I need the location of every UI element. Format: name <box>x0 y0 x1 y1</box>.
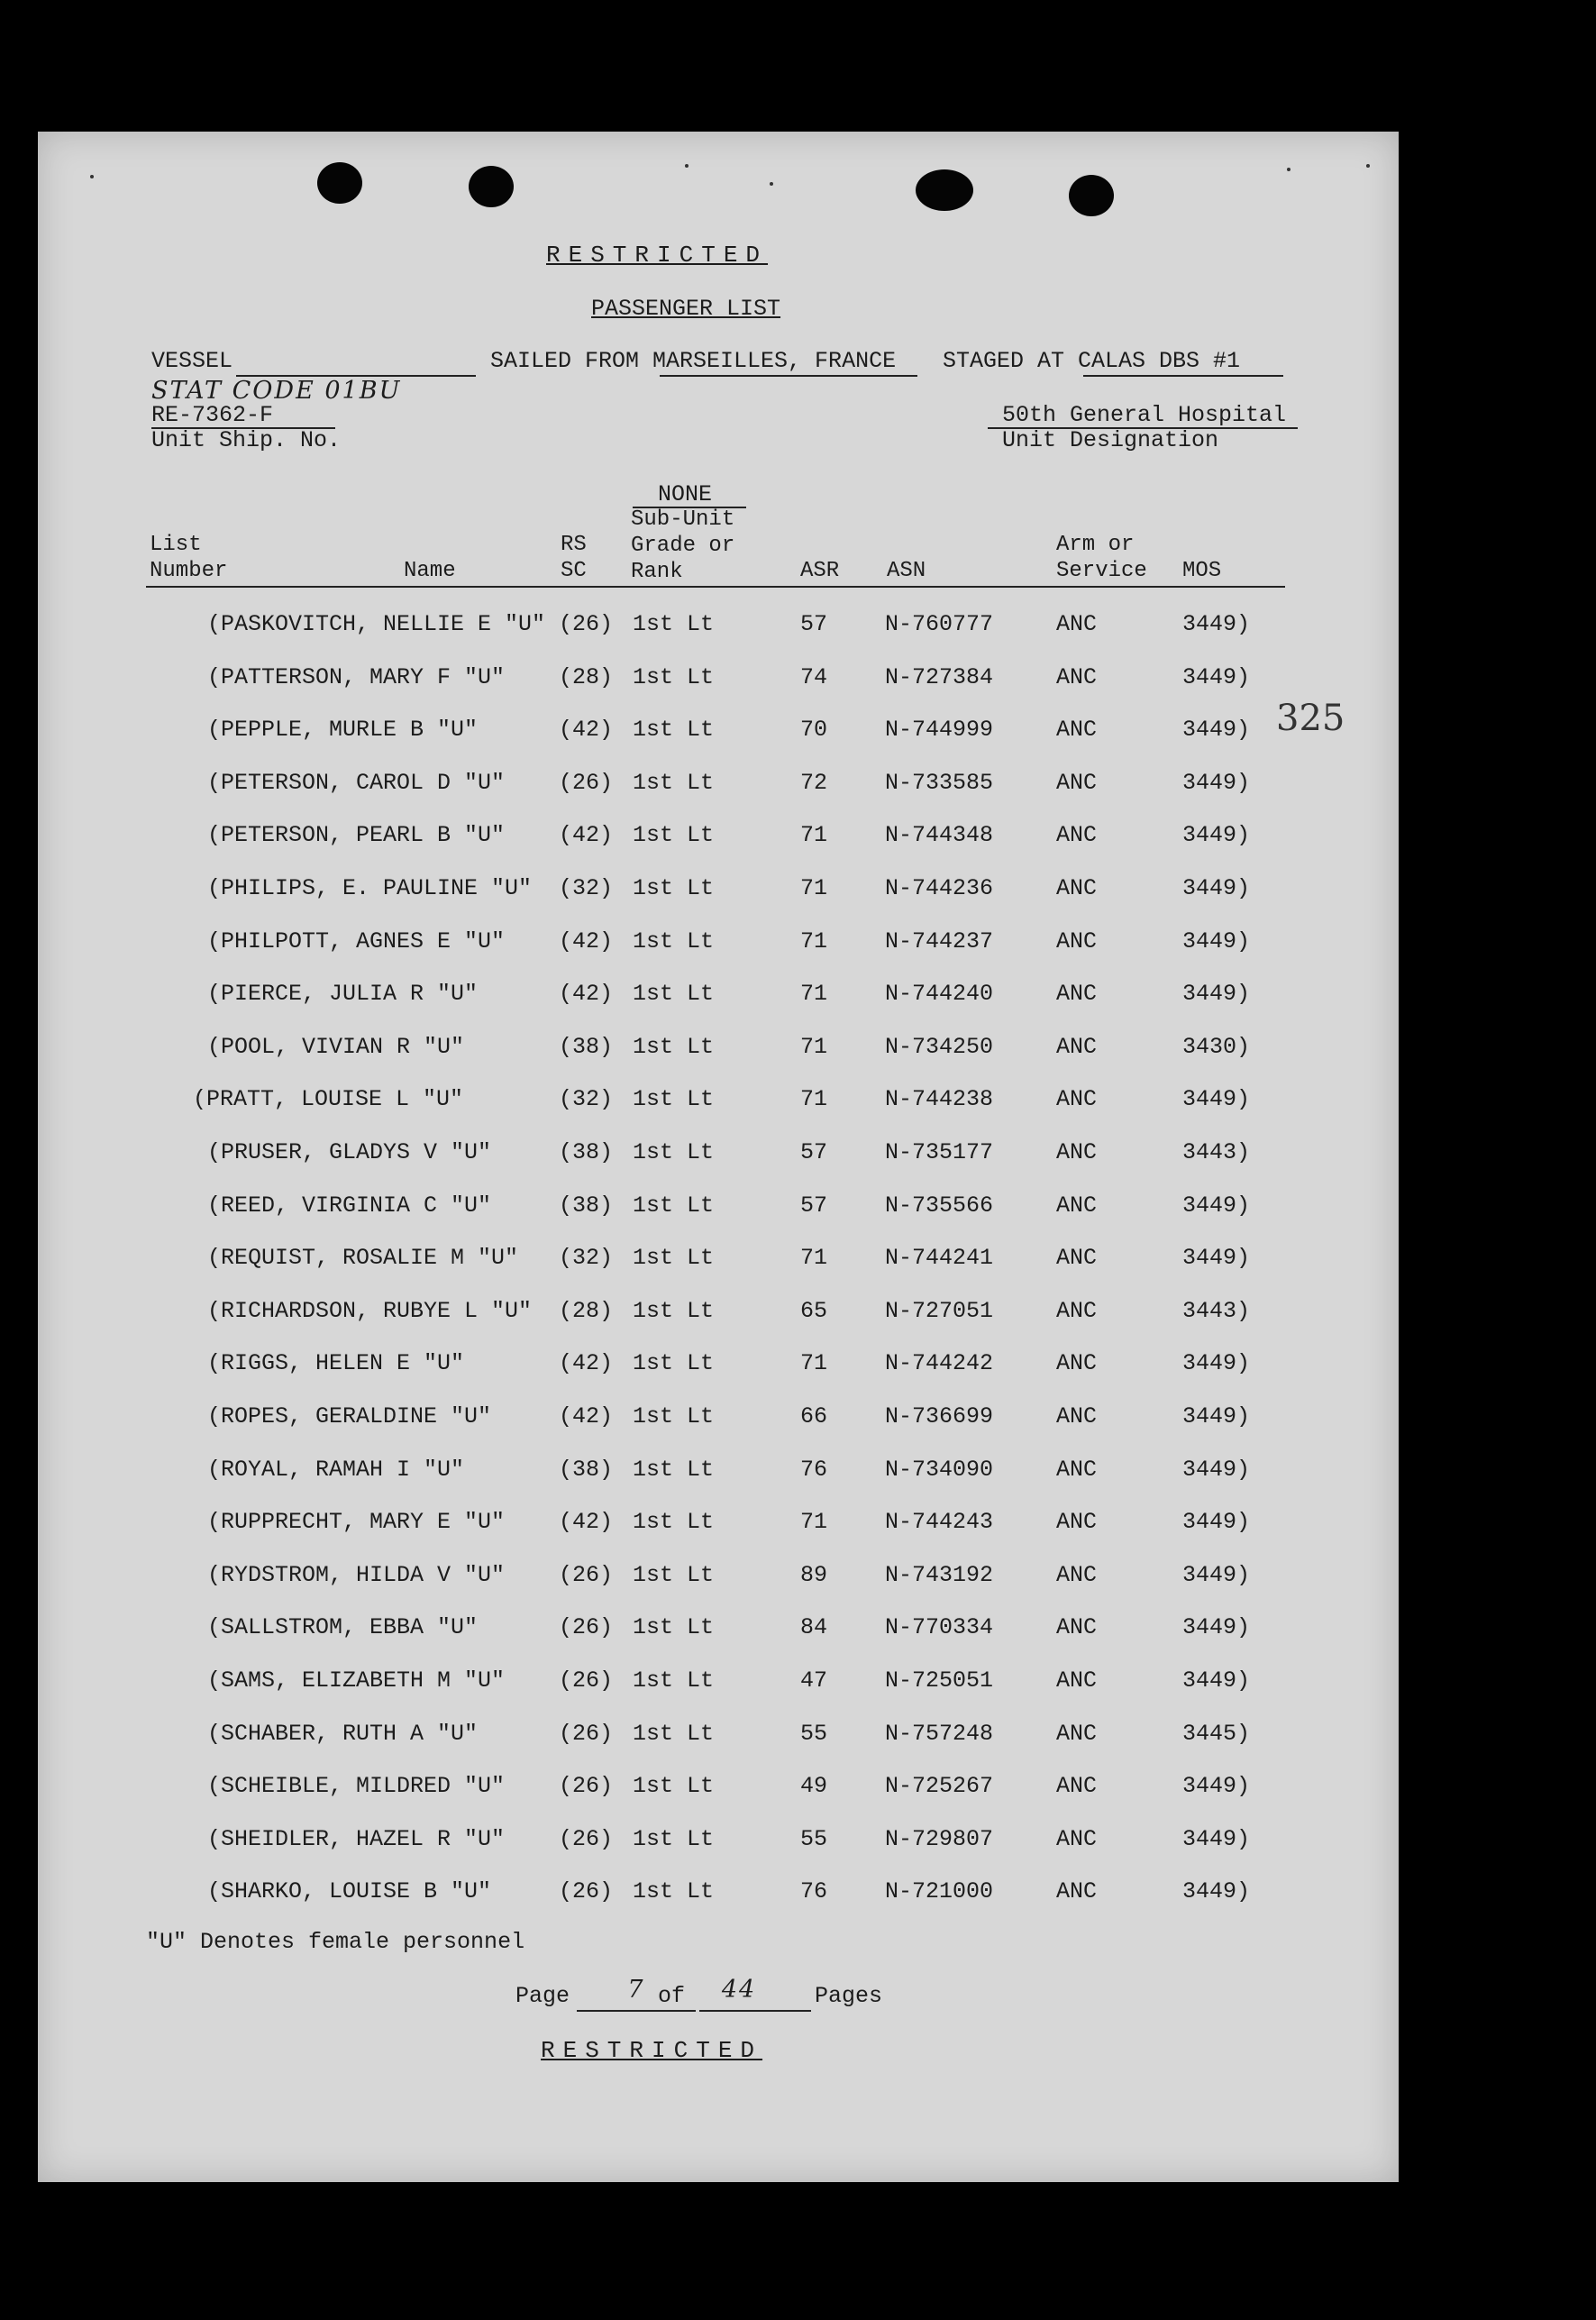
asr-value: 71 <box>800 822 828 848</box>
rs-sc-value: (26) <box>559 1773 614 1799</box>
unit-ship-no-value: RE-7362-F <box>151 402 274 428</box>
unit-designation-value: 50th General Hospital <box>1002 402 1287 428</box>
sailed-from-underline <box>660 375 917 377</box>
mos-value: 3449) <box>1182 928 1251 954</box>
rs-sc-value: (38) <box>559 1139 614 1165</box>
unit-designation-label: Unit Designation <box>1002 427 1219 453</box>
passenger-name: (SHEIDLER, HAZEL R "U" <box>207 1826 506 1852</box>
grade-value: 1st Lt <box>633 1298 715 1324</box>
passenger-name: (PETERSON, CAROL D "U" <box>207 770 506 796</box>
vessel-label: VESSEL <box>151 348 233 374</box>
mos-value: 3449) <box>1182 664 1251 690</box>
grade-value: 1st Lt <box>633 1509 715 1535</box>
grade-value: 1st Lt <box>633 1773 715 1799</box>
document-title: PASSENGER LIST <box>591 296 781 322</box>
mos-value: 3449) <box>1182 1192 1251 1219</box>
table-row <box>38 1245 1399 1281</box>
passenger-name: (SHARKO, LOUISE B "U" <box>207 1878 492 1904</box>
asr-value: 71 <box>800 981 828 1007</box>
punch-hole <box>1069 175 1114 216</box>
passenger-name: (SAMS, ELIZABETH M "U" <box>207 1667 506 1694</box>
mos-value: 3449) <box>1182 1667 1251 1694</box>
of-label: of <box>658 1983 686 2009</box>
mos-value: 3449) <box>1182 1403 1251 1429</box>
asr-value: 71 <box>800 875 828 901</box>
asr-value: 74 <box>800 664 828 690</box>
mos-value: 3449) <box>1182 1826 1251 1852</box>
asr-value: 71 <box>800 1034 828 1060</box>
rs-sc-value: (42) <box>559 1350 614 1376</box>
rs-sc-value: (32) <box>559 1086 614 1112</box>
speck <box>685 164 689 168</box>
passenger-name: (SCHABER, RUTH A "U" <box>207 1721 479 1747</box>
table-row <box>38 1298 1399 1334</box>
mos-value: 3449) <box>1182 981 1251 1007</box>
mos-value: 3449) <box>1182 1878 1251 1904</box>
table-row <box>38 611 1399 647</box>
asr-value: 49 <box>800 1773 828 1799</box>
asr-value: 71 <box>800 1509 828 1535</box>
asn-value: N-729807 <box>885 1826 994 1852</box>
asn-value: N-744237 <box>885 928 994 954</box>
asn-value: N-744242 <box>885 1350 994 1376</box>
arm-service-value: ANC <box>1056 1721 1098 1747</box>
arm-service-value: ANC <box>1056 1298 1098 1324</box>
speck <box>1366 164 1370 168</box>
passenger-name: (PIERCE, JULIA R "U" <box>207 981 479 1007</box>
passenger-name: (ROYAL, RAMAH I "U" <box>207 1457 465 1483</box>
margin-note-handwritten: 325 <box>1276 698 1345 739</box>
grade-value: 1st Lt <box>633 1350 715 1376</box>
arm-service-value: ANC <box>1056 1773 1098 1799</box>
arm-service-value: ANC <box>1056 822 1098 848</box>
arm-service-value: ANC <box>1056 1878 1098 1904</box>
punch-hole <box>317 162 362 204</box>
asn-value: N-744348 <box>885 822 994 848</box>
grade-value: 1st Lt <box>633 1139 715 1165</box>
rs-sc-value: (38) <box>559 1192 614 1219</box>
table-row <box>38 1773 1399 1809</box>
asn-value: N-733585 <box>885 770 994 796</box>
passenger-name: (SALLSTROM, EBBA "U" <box>207 1614 479 1640</box>
asn-value: N-760777 <box>885 611 994 637</box>
rs-sc-value: (38) <box>559 1034 614 1060</box>
passenger-name: (ROPES, GERALDINE "U" <box>207 1403 492 1429</box>
staged-at-underline <box>1083 375 1283 377</box>
table-row <box>38 1878 1399 1914</box>
grade-value: 1st Lt <box>633 1086 715 1112</box>
passenger-name: (SCHEIBLE, MILDRED "U" <box>207 1773 506 1799</box>
table-row <box>38 1826 1399 1862</box>
asn-value: N-734090 <box>885 1457 994 1483</box>
sub-unit-value: NONE <box>658 481 713 507</box>
arm-service-value: ANC <box>1056 1457 1098 1483</box>
arm-service-value: ANC <box>1056 1245 1098 1271</box>
arm-service-value: ANC <box>1056 1034 1098 1060</box>
asr-value: 55 <box>800 1826 828 1852</box>
rs-sc-value: (26) <box>559 611 614 637</box>
grade-value: 1st Lt <box>633 875 715 901</box>
passenger-name: (PHILPOTT, AGNES E "U" <box>207 928 506 954</box>
rs-sc-value: (26) <box>559 1614 614 1640</box>
passenger-name: (PEPPLE, MURLE B "U" <box>207 717 479 743</box>
rs-sc-value: (26) <box>559 1826 614 1852</box>
asr-value: 55 <box>800 1721 828 1747</box>
arm-service-value: ANC <box>1056 1139 1098 1165</box>
table-row <box>38 1086 1399 1122</box>
arm-service-value: ANC <box>1056 1192 1098 1219</box>
passenger-name: (PRUSER, GLADYS V "U" <box>207 1139 492 1165</box>
asr-value: 57 <box>800 611 828 637</box>
page-label: Page <box>515 1983 570 2009</box>
mos-value: 3445) <box>1182 1721 1251 1747</box>
grade-value: 1st Lt <box>633 1721 715 1747</box>
header-rule <box>146 586 1285 588</box>
rs-sc-value: (42) <box>559 981 614 1007</box>
rs-sc-value: (32) <box>559 875 614 901</box>
speck <box>770 182 773 186</box>
speck <box>90 175 94 178</box>
col-grade: Sub-Unit Grade or Rank <box>631 507 735 584</box>
rs-sc-value: (26) <box>559 1667 614 1694</box>
table-row <box>38 770 1399 806</box>
table-row <box>38 1403 1399 1439</box>
mos-value: 3430) <box>1182 1034 1251 1060</box>
rs-sc-value: (38) <box>559 1457 614 1483</box>
mos-value: 3443) <box>1182 1139 1251 1165</box>
col-name: Name <box>404 559 456 583</box>
asn-value: N-744999 <box>885 717 994 743</box>
grade-value: 1st Lt <box>633 1457 715 1483</box>
rs-sc-value: (26) <box>559 1562 614 1588</box>
asr-value: 70 <box>800 717 828 743</box>
rs-sc-value: (42) <box>559 1403 614 1429</box>
rs-sc-value: (28) <box>559 664 614 690</box>
asn-value: N-736699 <box>885 1403 994 1429</box>
asr-value: 57 <box>800 1192 828 1219</box>
page-total-underline <box>699 2010 811 2012</box>
arm-service-value: ANC <box>1056 1403 1098 1429</box>
asn-value: N-744236 <box>885 875 994 901</box>
table-row <box>38 1509 1399 1545</box>
grade-value: 1st Lt <box>633 664 715 690</box>
arm-service-value: ANC <box>1056 717 1098 743</box>
passenger-name: (RIGGS, HELEN E "U" <box>207 1350 465 1376</box>
mos-value: 3449) <box>1182 822 1251 848</box>
rs-sc-value: (26) <box>559 1878 614 1904</box>
table-row <box>38 717 1399 753</box>
asn-value: N-727051 <box>885 1298 994 1324</box>
mos-value: 3449) <box>1182 1509 1251 1535</box>
asn-value: N-735177 <box>885 1139 994 1165</box>
col-arm-service: Arm or Service <box>1056 533 1147 583</box>
passenger-name: (RUPPRECHT, MARY E "U" <box>207 1509 506 1535</box>
mos-value: 3449) <box>1182 1614 1251 1640</box>
arm-service-value: ANC <box>1056 1614 1098 1640</box>
arm-service-value: ANC <box>1056 1509 1098 1535</box>
table-row <box>38 1034 1399 1070</box>
grade-value: 1st Lt <box>633 1034 715 1060</box>
classification-bottom: RESTRICTED <box>541 2037 763 2064</box>
table-row <box>38 1139 1399 1175</box>
arm-service-value: ANC <box>1056 875 1098 901</box>
grade-value: 1st Lt <box>633 611 715 637</box>
asn-value: N-725051 <box>885 1667 994 1694</box>
mos-value: 3449) <box>1182 875 1251 901</box>
arm-service-value: ANC <box>1056 611 1098 637</box>
arm-service-value: ANC <box>1056 928 1098 954</box>
arm-service-value: ANC <box>1056 1350 1098 1376</box>
mos-value: 3449) <box>1182 1773 1251 1799</box>
rs-sc-value: (26) <box>559 770 614 796</box>
table-row <box>38 1457 1399 1493</box>
asn-value: N-744241 <box>885 1245 994 1271</box>
asn-value: N-725267 <box>885 1773 994 1799</box>
asn-value: N-744243 <box>885 1509 994 1535</box>
stat-code-handwritten: STAT CODE 01BU <box>151 377 402 405</box>
page-number-underline <box>577 2010 696 2012</box>
grade-value: 1st Lt <box>633 981 715 1007</box>
passenger-name: (PASKOVITCH, NELLIE E "U" <box>207 611 546 637</box>
mos-value: 3449) <box>1182 1245 1251 1271</box>
mos-value: 3443) <box>1182 1298 1251 1324</box>
grade-value: 1st Lt <box>633 1878 715 1904</box>
table-row <box>38 875 1399 911</box>
asr-value: 66 <box>800 1403 828 1429</box>
page-number: 7 <box>627 1976 645 2004</box>
mos-value: 3449) <box>1182 770 1251 796</box>
table-row <box>38 1721 1399 1757</box>
table-row <box>38 1614 1399 1650</box>
pages-label: Pages <box>815 1983 883 2009</box>
grade-value: 1st Lt <box>633 1192 715 1219</box>
arm-service-value: ANC <box>1056 981 1098 1007</box>
passenger-name: (PATTERSON, MARY F "U" <box>207 664 506 690</box>
table-row <box>38 664 1399 700</box>
table-row <box>38 1667 1399 1703</box>
mos-value: 3449) <box>1182 1350 1251 1376</box>
asr-value: 71 <box>800 928 828 954</box>
col-rs-sc: RS SC <box>561 533 587 583</box>
mos-value: 3449) <box>1182 1562 1251 1588</box>
asr-value: 71 <box>800 1245 828 1271</box>
rs-sc-value: (42) <box>559 928 614 954</box>
speck <box>1287 168 1290 171</box>
grade-value: 1st Lt <box>633 1403 715 1429</box>
page-total: 44 <box>721 1976 757 2004</box>
asn-value: N-744238 <box>885 1086 994 1112</box>
arm-service-value: ANC <box>1056 770 1098 796</box>
punch-hole <box>469 166 514 207</box>
table-row <box>38 1192 1399 1229</box>
passenger-name: (RYDSTROM, HILDA V "U" <box>207 1562 506 1588</box>
asr-value: 71 <box>800 1086 828 1112</box>
asr-value: 84 <box>800 1614 828 1640</box>
mos-value: 3449) <box>1182 1457 1251 1483</box>
rs-sc-value: (26) <box>559 1721 614 1747</box>
passenger-name: (PETERSON, PEARL B "U" <box>207 822 506 848</box>
rs-sc-value: (28) <box>559 1298 614 1324</box>
grade-value: 1st Lt <box>633 1826 715 1852</box>
col-asn: ASN <box>887 559 926 583</box>
mos-value: 3449) <box>1182 1086 1251 1112</box>
asr-value: 72 <box>800 770 828 796</box>
table-row <box>38 1350 1399 1386</box>
table-row <box>38 928 1399 964</box>
classification-top: RESTRICTED <box>546 242 769 269</box>
asn-value: N-721000 <box>885 1878 994 1904</box>
asr-value: 76 <box>800 1878 828 1904</box>
grade-value: 1st Lt <box>633 928 715 954</box>
arm-service-value: ANC <box>1056 1667 1098 1694</box>
col-mos: MOS <box>1182 559 1222 583</box>
arm-service-value: ANC <box>1056 1562 1098 1588</box>
asr-value: 71 <box>800 1350 828 1376</box>
asn-value: N-757248 <box>885 1721 994 1747</box>
document-page <box>38 132 1399 2182</box>
unit-ship-no-label: Unit Ship. No. <box>151 427 342 453</box>
rs-sc-value: (42) <box>559 822 614 848</box>
passenger-name: (PRATT, LOUISE L "U" <box>193 1086 464 1112</box>
asn-value: N-744240 <box>885 981 994 1007</box>
rs-sc-value: (32) <box>559 1245 614 1271</box>
passenger-name: (POOL, VIVIAN R "U" <box>207 1034 465 1060</box>
col-list-number: List Number <box>150 533 228 583</box>
footnote: "U" Denotes female personnel <box>146 1929 525 1955</box>
passenger-name: (RICHARDSON, RUBYE L "U" <box>207 1298 533 1324</box>
sailed-from: SAILED FROM MARSEILLES, FRANCE <box>490 348 897 374</box>
asr-value: 47 <box>800 1667 828 1694</box>
grade-value: 1st Lt <box>633 717 715 743</box>
asr-value: 65 <box>800 1298 828 1324</box>
grade-value: 1st Lt <box>633 1667 715 1694</box>
asn-value: N-743192 <box>885 1562 994 1588</box>
mos-value: 3449) <box>1182 611 1251 637</box>
staged-at: STAGED AT CALAS DBS #1 <box>943 348 1241 374</box>
grade-value: 1st Lt <box>633 1614 715 1640</box>
col-asr: ASR <box>800 559 840 583</box>
grade-value: 1st Lt <box>633 770 715 796</box>
passenger-name: (REQUIST, ROSALIE M "U" <box>207 1245 519 1271</box>
asr-value: 57 <box>800 1139 828 1165</box>
rs-sc-value: (42) <box>559 717 614 743</box>
arm-service-value: ANC <box>1056 1086 1098 1112</box>
mos-value: 3449) <box>1182 717 1251 743</box>
grade-value: 1st Lt <box>633 1245 715 1271</box>
arm-service-value: ANC <box>1056 664 1098 690</box>
asn-value: N-734250 <box>885 1034 994 1060</box>
arm-service-value: ANC <box>1056 1826 1098 1852</box>
passenger-name: (REED, VIRGINIA C "U" <box>207 1192 492 1219</box>
punch-hole <box>916 169 973 211</box>
asr-value: 76 <box>800 1457 828 1483</box>
asr-value: 89 <box>800 1562 828 1588</box>
asn-value: N-735566 <box>885 1192 994 1219</box>
table-row <box>38 822 1399 858</box>
table-row <box>38 1562 1399 1598</box>
asn-value: N-770334 <box>885 1614 994 1640</box>
rs-sc-value: (42) <box>559 1509 614 1535</box>
grade-value: 1st Lt <box>633 1562 715 1588</box>
table-row <box>38 981 1399 1017</box>
passenger-name: (PHILIPS, E. PAULINE "U" <box>207 875 533 901</box>
asn-value: N-727384 <box>885 664 994 690</box>
grade-value: 1st Lt <box>633 822 715 848</box>
